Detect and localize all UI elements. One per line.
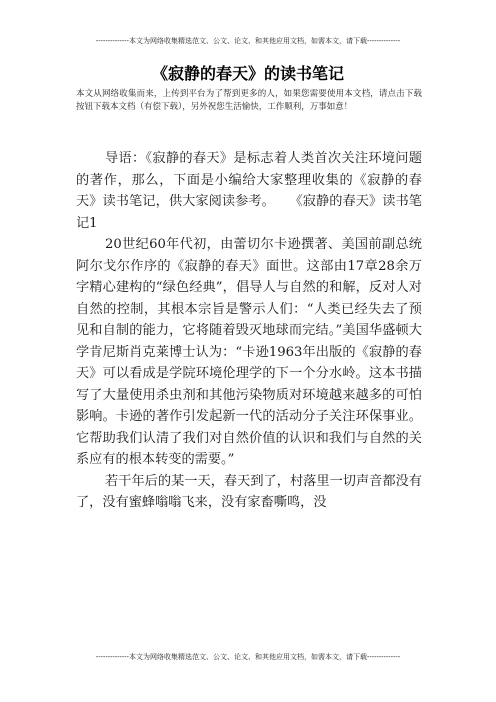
document-title: 《寂静的春天》的读书笔记 <box>151 64 344 83</box>
intro-text: 导语：《寂静的春天》是标志着人类首次关注环境问题的著作，那么，下面是小编给大家整理收集的《寂静的春天》读书笔记，供大家阅读参考。 <box>76 151 422 209</box>
body-paragraph-2: 若干年后的某一天，春天到了，村落里一切声音都没有了，没有蜜蜂嗡嗡飞来，没有家畜嘶鸣，没 <box>76 473 422 510</box>
download-notice: 本文从网络收集而来，上传到平台为了帮到更多的人，如果您需要使用本文档，请点击下载按钮下载本文档（有偿下载），另外祝您生活愉快，工作顺利，万事如意！ <box>76 89 422 112</box>
document-body <box>76 148 422 514</box>
section-heading: 《寂静的春天》读书笔记1 <box>76 194 422 231</box>
body-paragraph-1: 20世纪60年代初，由蕾切尔卡逊撰著、美国前副总统阿尔戈尔作序的《寂静的春天》面世。这部由17章28余万字精心建构的“绿色经典”，倡导人与自然的和解，反对人对自然的控制，其根本宗旨是警示人们：“人类已经失去了预见和自制的能力，它将随着毁灭地球而完结。”美国华盛顿大学肯尼斯肖克莱博士认为：“卡逊1963年出版的《寂静的春天》可以看成是学院环境伦理学的下一个分水岭。这本书描写了大量使用杀虫剂和其他污染物质对环境越来越多的可怕影响。卡逊的著作引发起新一代的活动分子关注环保事业。它帮助我们认清了我们对自然价值的认识和我们与自然的关系应有的根本转变的需要。” <box>76 237 422 467</box>
intro-paragraph <box>76 148 422 234</box>
page-footer: --------------本文为网络收集精选范文、公文、论文、和其他应用文档，如需本文，请下载-------------- <box>95 653 401 661</box>
page-header: --------------本文为网络收集精选范文、公文、论文、和其他应用文档，如需本文，请下载-------------- <box>95 37 401 45</box>
